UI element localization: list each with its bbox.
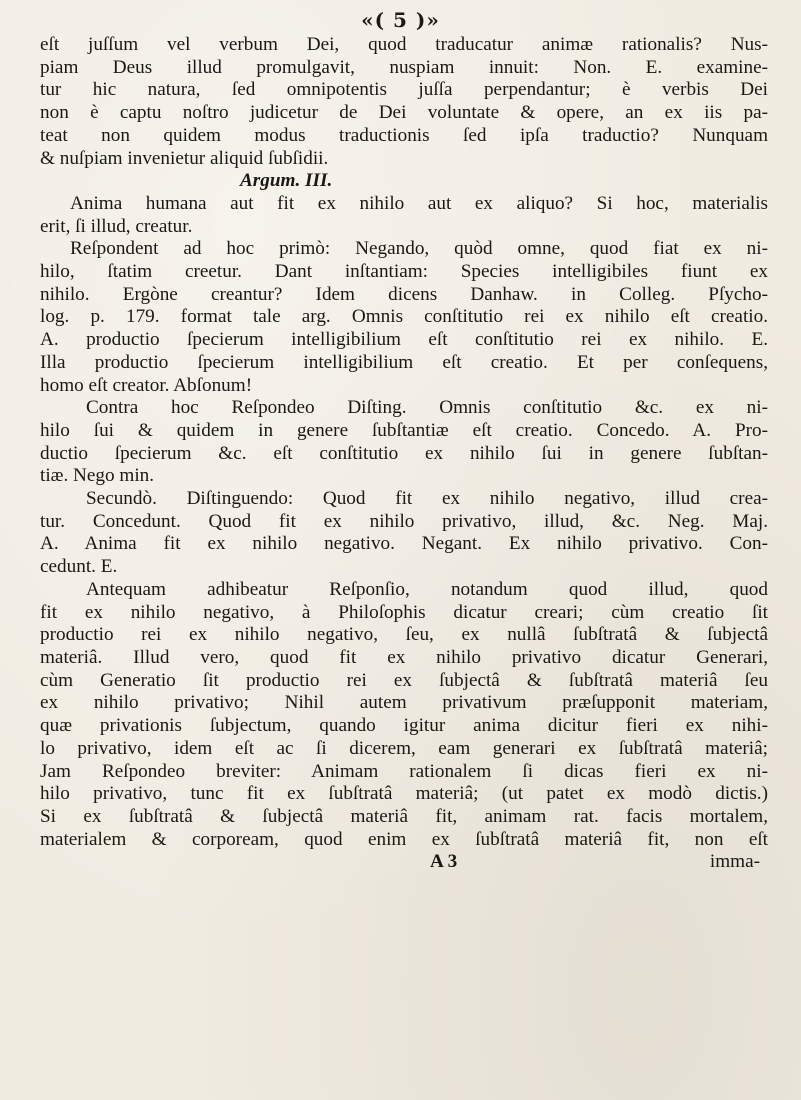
text-line: log. p. 179. format tale arg. Omnis conſtitutio rei ex nihilo eſt creatio. — [40, 306, 768, 328]
text-line: materialem & corpoream, quod enim ex ſubſtratâ materiâ fit, non eſt — [40, 828, 768, 850]
page-header: «( 5 )» — [361, 8, 440, 32]
body-text — [40, 34, 768, 874]
text-line: piam Deus illud promulgavit, nuspiam innuit: Non. E. examine- — [40, 56, 768, 78]
text-line: Antequam adhibeatur Reſponſio, notandum quod illud, quod — [86, 578, 768, 600]
text-line: materiâ. Illud vero, quod fit ex nihilo privativo dicatur Generari, — [40, 646, 768, 668]
text-line: A. Anima fit ex nihilo negativo. Negant. Ex nihilo privativo. Con- — [40, 533, 768, 555]
text-line: ex nihilo privativo; Nihil autem privativum præſupponit materiam, — [40, 692, 768, 714]
text-line: fit ex nihilo negativo, à Philoſophis dicatur creari; cùm creatio ſit — [40, 601, 768, 623]
text-line: tur hic natura, ſed omnipotentis juſſa perpendantur; è verbis Dei — [40, 79, 768, 101]
text-line: eſt juſſum vel verbum Dei, quod traducatur animæ rationalis? Nus- — [40, 34, 768, 55]
text-line: A. productio ſpecierum intelligibilium eſt conſtitutio rei ex nihilo. E. — [40, 329, 768, 351]
text-line: homo eſt creator. Abſonum! — [40, 374, 253, 396]
text-line: Reſpondent ad hoc primò: Negando, quòd omne, quod fiat ex ni- — [70, 238, 768, 260]
text-line: erit, ſi illud, creatur. — [40, 215, 193, 237]
text-line: tiæ. Nego min. — [40, 465, 155, 487]
text-line: hilo, ſtatim creetur. Dant inſtantiam: Species intelligibiles fiunt ex — [40, 261, 768, 283]
text-line: productio rei ex nihilo negativo, ſeu, ex nullâ ſubſtratâ & ſubjectâ — [40, 624, 768, 646]
text-line: ductio ſpecierum &c. eſt conſtitutio ex nihilo ſui in genere ſubſtan- — [40, 442, 768, 464]
text-line: cedunt. E. — [40, 556, 118, 578]
section-heading: Argum. III. — [240, 170, 333, 192]
text-line: quæ privationis ſubjectum, quando igitur anima dicitur fieri ex nihi- — [40, 715, 768, 737]
text-line: Contra hoc Reſpondeo Diſting. Omnis conſtitutio &c. ex ni- — [86, 397, 768, 419]
text-line: nihilo. Ergòne creantur? Idem dicens Danhaw. in Colleg. Pſycho- — [40, 283, 768, 305]
text-line: hilo privativo, tunc fit ex ſubſtratâ materiâ; (ut patet ex modò dictis.) — [40, 783, 768, 805]
text-line: Anima humana aut fit ex nihilo aut ex aliquo? Si hoc, materialis — [70, 192, 768, 214]
text-line: & nuſpiam invenietur aliquid ſubſidii. — [40, 147, 329, 169]
text-line: tur. Concedunt. Quod fit ex nihilo privativo, illud, &c. Neg. Maj. — [40, 510, 768, 532]
text-line: cùm Generatio ſit productio rei ex ſubjectâ & ſubſtratâ materiâ ſeu — [40, 669, 768, 691]
page-footer — [40, 851, 768, 874]
text-line: Jam Reſpondeo breviter: Animam rationalem ſi dicas fieri ex ni- — [40, 760, 768, 782]
catchword: imma- — [709, 851, 760, 873]
text-line: teat non quidem modus traductionis ſed ipſa traductio? Nunquam — [40, 124, 768, 146]
text-line: Illa productio ſpecierum intelligibilium eſt creatio. Et per conſequens, — [40, 351, 768, 373]
text-line: Secundò. Diſtinguendo: Quod fit ex nihilo negativo, illud crea- — [86, 488, 768, 510]
text-line: non è captu noſtro judicetur de Dei voluntate & opere, an ex iis pa- — [40, 102, 768, 124]
text-line: hilo ſui & quidem in genere ſubſtantiæ eſt creatio. Concedo. A. Pro- — [40, 419, 768, 441]
text-line: Si ex ſubſtratâ & ſubjectâ materiâ fit, animam rat. facis mortalem, — [40, 805, 768, 827]
signature-mark: A 3 — [430, 851, 458, 873]
text-line: lo privativo, idem eſt ac ſi dicerem, eam generari ex ſubſtratâ materiâ; — [40, 737, 768, 759]
